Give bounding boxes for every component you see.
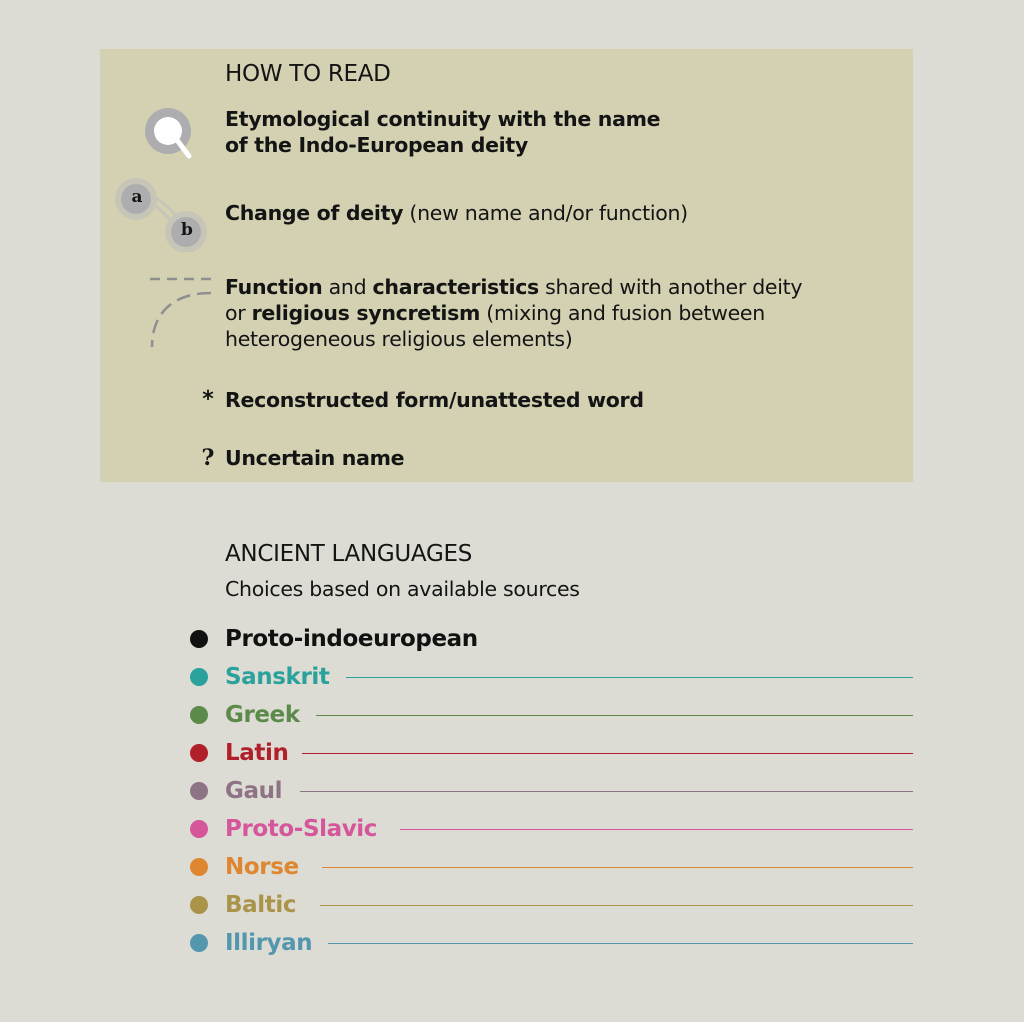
- language-row: [188, 738, 914, 768]
- language-rule-line: [302, 753, 913, 754]
- continuity-circle-icon: [138, 100, 202, 162]
- language-name: Greek: [225, 702, 300, 728]
- uncertain-name-bold: Uncertain name: [225, 446, 405, 470]
- language-name: Proto-Slavic: [225, 816, 378, 842]
- language-rule-line: [328, 943, 913, 944]
- language-rule-line: [316, 715, 913, 716]
- language-color-dot: [190, 668, 208, 686]
- language-name: Baltic: [225, 892, 297, 918]
- language-row: [188, 852, 914, 882]
- continuity-line1: Etymological continuity with the name: [225, 107, 661, 131]
- or-text: or: [225, 301, 252, 325]
- language-rule-line: [320, 905, 913, 906]
- language-row: [188, 928, 914, 958]
- syncretism-dashed-icon: [145, 274, 217, 352]
- badge-a-label: a: [131, 187, 143, 207]
- language-row: [188, 624, 914, 654]
- uncertain-name-text: [225, 445, 404, 471]
- continuity-legend-text: [225, 106, 660, 158]
- heterogeneous-text: heterogeneous religious elements): [225, 327, 573, 351]
- function-and-text: and: [322, 275, 373, 299]
- language-row: [188, 890, 914, 920]
- language-rule-line: [346, 677, 913, 678]
- continuity-line2: of the Indo-European deity: [225, 133, 528, 157]
- language-name: Proto-indoeuropean: [225, 626, 478, 652]
- reconstructed-form-bold: Reconstructed form/unattested word: [225, 388, 644, 412]
- language-rule-line: [400, 829, 913, 830]
- language-row: [188, 662, 914, 692]
- reconstructed-form-text: [225, 387, 644, 413]
- language-name: Sanskrit: [225, 664, 330, 690]
- shared-text: shared with another deity: [538, 275, 803, 299]
- language-name: Latin: [225, 740, 289, 766]
- syncretism-bold: religious syncretism: [251, 301, 481, 325]
- change-of-deity-bold: Change of deity: [225, 201, 404, 225]
- language-rule-line: [322, 867, 913, 868]
- language-name: Gaul: [225, 778, 283, 804]
- ancient-languages-subtitle: Choices based on available sources: [225, 577, 580, 601]
- language-row: [188, 700, 914, 730]
- language-row: [188, 776, 914, 806]
- language-color-dot: [190, 896, 208, 914]
- change-of-deity-icon: [112, 176, 212, 252]
- language-row: [188, 814, 914, 844]
- language-color-dot: [190, 820, 208, 838]
- language-name: Norse: [225, 854, 299, 880]
- syncretism-legend-text: [225, 274, 802, 352]
- ancient-languages-heading: ANCIENT LANGUAGES: [225, 541, 473, 567]
- mixing-text: (mixing and fusion between: [480, 301, 765, 325]
- question-mark-symbol: ?: [201, 445, 215, 471]
- change-of-deity-text: [225, 200, 688, 226]
- language-rule-line: [300, 791, 913, 792]
- language-color-dot: [190, 782, 208, 800]
- change-of-deity-rest: (new name and/or function): [403, 201, 688, 225]
- language-color-dot: [190, 858, 208, 876]
- function-bold: Function: [225, 275, 323, 299]
- language-color-dot: [190, 744, 208, 762]
- language-color-dot: [190, 630, 208, 648]
- language-color-dot: [190, 934, 208, 952]
- language-name: Illiryan: [225, 930, 313, 956]
- badge-b-label: b: [181, 220, 193, 240]
- how-to-read-heading: HOW TO READ: [225, 61, 391, 87]
- language-color-dot: [190, 706, 208, 724]
- characteristics-bold: characteristics: [372, 275, 539, 299]
- asterisk-symbol: *: [202, 387, 214, 412]
